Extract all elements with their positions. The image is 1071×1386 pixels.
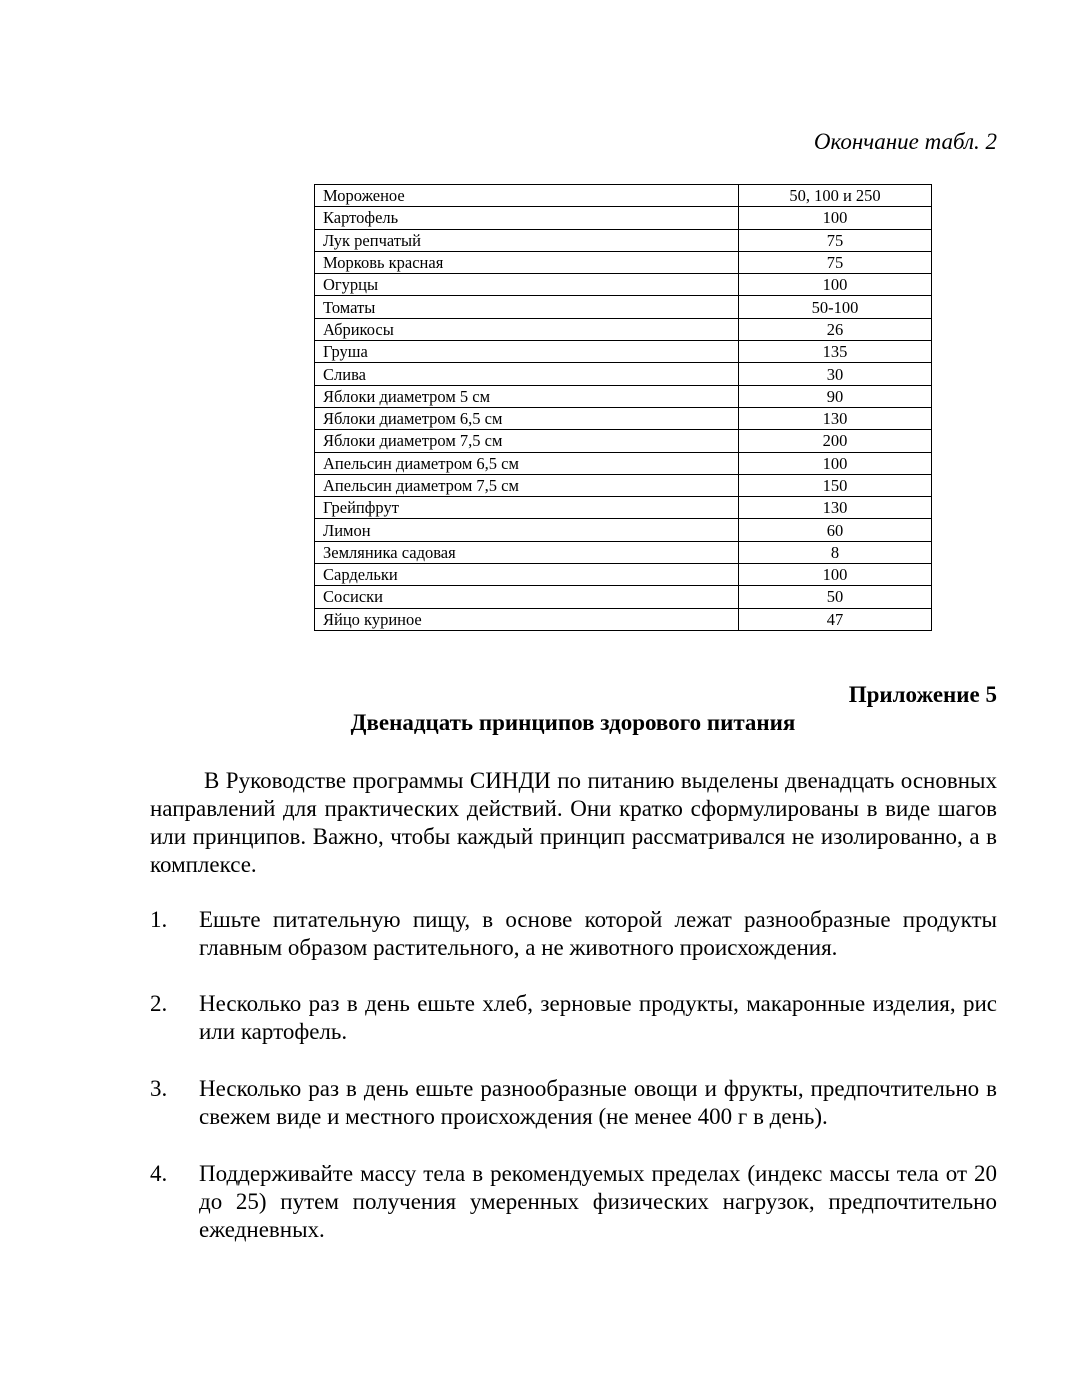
table-row [315, 474, 932, 496]
portion-value-cell: 130 [739, 407, 932, 429]
portion-value-cell: 100 [739, 207, 932, 229]
product-name-cell: Яблоки диаметром 6,5 см [315, 407, 739, 429]
product-name-cell: Яблоки диаметром 7,5 см [315, 430, 739, 452]
list-item-number: 3. [150, 1076, 168, 1101]
list-item-text: Несколько раз в день ешьте хлеб, зерновые продукты, макаронные изделия, рис или картофель. [199, 991, 997, 1044]
product-name-cell: Яблоки диаметром 5 см [315, 385, 739, 407]
product-name-cell: Яйцо куриное [315, 608, 739, 630]
product-name-cell: Сосиски [315, 586, 739, 608]
list-item-number: 4. [150, 1161, 168, 1186]
list-item [150, 1075, 997, 1131]
table-row [315, 452, 932, 474]
product-name-cell: Томаты [315, 296, 739, 318]
product-name-cell: Слива [315, 363, 739, 385]
table-caption: Окончание табл. 2 [813, 129, 997, 154]
portion-value-cell: 50, 100 и 250 [739, 185, 932, 207]
product-name-cell: Морковь красная [315, 251, 739, 273]
portion-value-cell: 130 [739, 497, 932, 519]
table-row [315, 586, 932, 608]
portion-value-cell: 26 [739, 318, 932, 340]
table-row [315, 541, 932, 563]
product-name-cell: Сардельки [315, 564, 739, 586]
product-name-cell: Лимон [315, 519, 739, 541]
table-row [315, 385, 932, 407]
portion-value-cell: 30 [739, 363, 932, 385]
portion-value-cell: 90 [739, 385, 932, 407]
list-item-text: Ешьте питательную пищу, в основе которой лежат разнообразные продукты главным образом растительного, а не животного происхождения. [199, 907, 997, 960]
portion-value-cell: 150 [739, 474, 932, 496]
product-name-cell: Апельсин диаметром 7,5 см [315, 474, 739, 496]
list-item-text: Несколько раз в день ешьте разнообразные овощи и фрукты, предпочтительно в свежем виде и местного происхождения (не менее 400 г в день). [199, 1076, 997, 1129]
portion-value-cell: 100 [739, 564, 932, 586]
table-row [315, 251, 932, 273]
product-name-cell: Груша [315, 341, 739, 363]
product-name-cell: Апельсин диаметром 6,5 см [315, 452, 739, 474]
product-name-cell: Огурцы [315, 274, 739, 296]
table-row [315, 430, 932, 452]
table-row [315, 341, 932, 363]
product-name-cell: Лук репчатый [315, 229, 739, 251]
portion-value-cell: 100 [739, 274, 932, 296]
table-row [315, 229, 932, 251]
portion-value-cell: 100 [739, 452, 932, 474]
table-row [315, 185, 932, 207]
portion-value-cell: 75 [739, 251, 932, 273]
appendix-title: Двенадцать принципов здорового питания [350, 710, 796, 735]
list-item [150, 1160, 997, 1244]
table-row [315, 318, 932, 340]
product-name-cell: Земляника садовая [315, 541, 739, 563]
table-row [315, 296, 932, 318]
product-name-cell: Грейпфрут [315, 497, 739, 519]
product-name-cell: Картофель [315, 207, 739, 229]
table-row [315, 407, 932, 429]
intro-paragraph: В Руководстве программы СИНДИ по питанию выделены двенадцать основных направлений для практических действий. Они кратко сформулированы в виде шагов или принципов. Важно, чтобы каждый принцип рассматривался не изолированно, а в комплексе. [150, 768, 997, 877]
table-row [315, 363, 932, 385]
table-row [315, 497, 932, 519]
portion-value-cell: 50-100 [739, 296, 932, 318]
list-item-number: 2. [150, 991, 168, 1016]
appendix-label: Приложение 5 [848, 682, 997, 707]
product-name-cell: Абрикосы [315, 318, 739, 340]
portion-table [314, 184, 932, 631]
table-row [315, 207, 932, 229]
portion-value-cell: 135 [739, 341, 932, 363]
table-row [315, 564, 932, 586]
portion-value-cell: 8 [739, 541, 932, 563]
portion-value-cell: 200 [739, 430, 932, 452]
list-item [150, 990, 997, 1046]
table-row [315, 274, 932, 296]
portion-value-cell: 75 [739, 229, 932, 251]
list-item [150, 906, 997, 962]
portion-value-cell: 50 [739, 586, 932, 608]
product-name-cell: Мороженое [315, 185, 739, 207]
portion-value-cell: 60 [739, 519, 932, 541]
table-row [315, 608, 932, 630]
portion-value-cell: 47 [739, 608, 932, 630]
list-item-text: Поддерживайте массу тела в рекомендуемых пределах (индекс массы тела от 20 до 25) путем получения умеренных физических нагрузок, предпочтительно ежедневных. [199, 1161, 997, 1242]
list-item-number: 1. [150, 907, 168, 932]
table-row [315, 519, 932, 541]
